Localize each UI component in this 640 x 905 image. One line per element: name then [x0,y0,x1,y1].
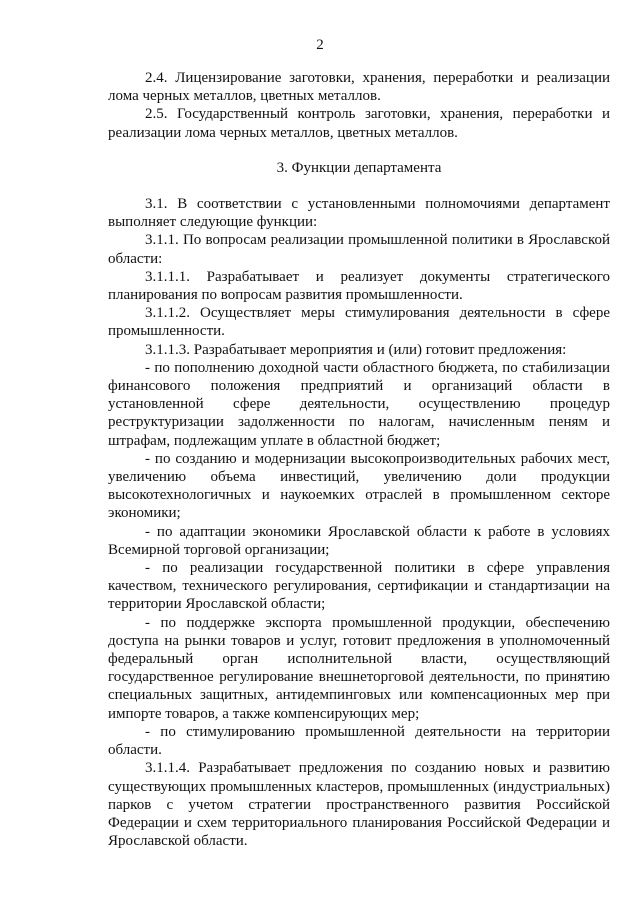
body-text [108,195,610,850]
paragraph-3-1-1-3: 3.1.1.3. Разрабатывает мероприятия и (или) готовит предложения: [145,341,567,358]
paragraph-3-1: 3.1. В соответствии с установленными полномочиями департамент выполняет следующие функции: [108,196,610,231]
list-item-stimulation: - по стимулированию промышленной деятельности на территории области. [108,723,610,759]
list-item-wto: - по адаптации экономики Ярославской области к работе в условиях Всемирной торговой организации; [108,523,610,558]
section-heading: 3. Функции департамента [276,160,442,176]
list-item-export: - по поддержке экспорта промышленной продукции, обеспечению доступа на рынки товаров и услуг, готовит предложения в уполномоченный федеральный орган исполнительной власти, осуществляющий государственное регулирование внешнеторговой деятельности, по принятию специальных защитных, антидемпинговых или компенсационных мер при импорте товаров, а также компенсирующих мер; [108,614,610,722]
list-item-quality: - по реализации государственной политики в сфере управления качеством, технического регулирования, сертификации и стандартизации на территории Ярославской области; [108,560,610,613]
paragraph-3-1-1-2: 3.1.1.2. Осуществляет меры стимулирования деятельности в сфере промышленности. [108,305,610,340]
paragraph-3-1-1-1: 3.1.1.1. Разрабатывает и реализует документы стратегического планирования по вопросам развития промышленности. [108,268,610,304]
list-item-jobs: - по созданию и модернизации высокопроизводительных рабочих мест, увеличению объема инвестиций, увеличению доли продукции высокотехнологичных и наукоемких отраслей в промышленном секторе экономики; [108,450,610,522]
paragraph-2-5: 2.5. Государственный контроль заготовки, хранения, переработки и реализации лома черных металлов, цветных металлов. [108,106,610,141]
paragraph-3-1-1: 3.1.1. По вопросам реализации промышленной политики в Ярославской области: [108,232,610,267]
list-item-budget: - по пополнению доходной части областного бюджета, по стабилизации финансового положения предприятий и организаций области в установленной сфере деятельности, осуществлению процедур реструктуризации задолженности по налогам, начисленным пеням и штрафам, подлежащим уплате в областной бюджет; [108,359,610,449]
top-paragraphs [108,69,610,142]
page-number: 2 [316,37,324,53]
paragraph-2-4: 2.4. Лицензирование заготовки, хранения, переработки и реализации лома черных металлов, цветных металлов. [108,70,610,105]
paragraph-3-1-1-4: 3.1.1.4. Разрабатывает предложения по созданию новых и развитию существующих промышленных кластеров, промышленных (индустриальных) парков с учетом стратегии пространственного развития Российской Федерации и схем территориального планирования Российской Федерации и Ярославской области. [108,760,610,850]
